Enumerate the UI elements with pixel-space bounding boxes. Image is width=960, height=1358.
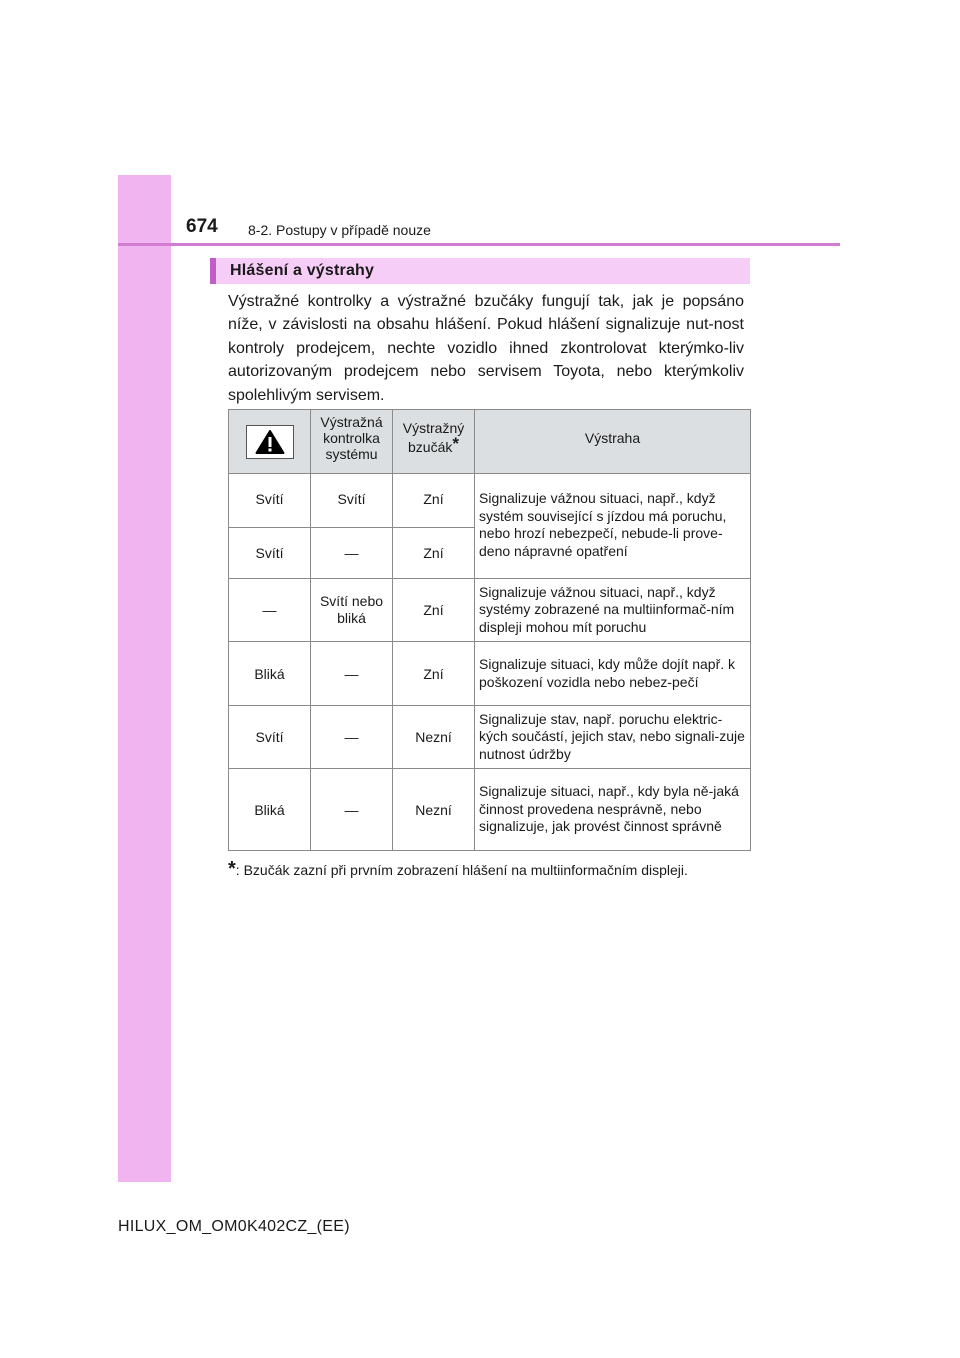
- cell-col1: Svítí: [229, 528, 311, 579]
- cell-col3: Zní: [393, 528, 475, 579]
- header-buzzer: [393, 410, 475, 474]
- cell-description: Signalizuje situaci, kdy může dojít např. k poškození vozidla nebo nebez-pečí: [475, 642, 751, 706]
- warning-triangle-icon: [246, 425, 294, 459]
- cell-col2: —: [311, 528, 393, 579]
- header-system-lamp: [311, 410, 393, 474]
- cell-col1: Bliká: [229, 769, 311, 851]
- cell-col2: —: [311, 706, 393, 769]
- intro-paragraph: Výstražné kontrolky a výstražné bzučáky fungují tak, jak je popsáno níže, v závislosti na obsahu hlášení. Pokud hlášení signalizuje nut-nost kontroly prodejcem, nechte vozidlo ihned zkontrolovat kterýmko-liv autorizovaným prodejcem nebo servisem Toyota, nebo kterýmkoliv spolehlivým servisem.: [228, 293, 744, 404]
- cell-col3: Zní: [393, 474, 475, 528]
- table-row: [229, 769, 751, 851]
- cell-description: Signalizuje situaci, např., kdy byla ně-jaká činnost provedena nesprávně, nebo signalizuje, jak provést činnost správně: [475, 769, 751, 851]
- page-number: 674: [186, 216, 218, 237]
- cell-col3: Zní: [393, 579, 475, 642]
- section-title: 8-2. Postupy v případě nouze: [248, 222, 431, 238]
- cell-description: Signalizuje vážnou situaci, např., když systém související s jízdou má poruchu, nebo hrozí nebezpečí, nebude-li prove-deno nápravné opatření: [475, 474, 751, 579]
- cell-col3: Zní: [393, 642, 475, 706]
- cell-col1: Svítí: [229, 706, 311, 769]
- cell-description: Signalizuje vážnou situaci, např., když systémy zobrazené na multiinformač-ním displeji mohou mít poruchu: [475, 579, 751, 642]
- table-row: [229, 642, 751, 706]
- document-id: HILUX_OM_OM0K402CZ_(EE): [118, 1218, 350, 1235]
- side-tab-band: [118, 175, 171, 1182]
- header-divider: [118, 243, 840, 246]
- header-warning: [475, 410, 751, 474]
- footnote-text: : Bzučák zazní při prvním zobrazení hlášení na multiinformačním displeji.: [235, 862, 688, 878]
- header-buzzer-text: Výstražný bzučák: [402, 420, 465, 455]
- footnote: [228, 858, 688, 881]
- cell-col2: —: [311, 769, 393, 851]
- section-heading: [210, 258, 750, 284]
- header-system-lamp-text: Výstražná kontrolka systému: [320, 414, 383, 462]
- section-heading-text: Hlášení a výstrahy: [230, 262, 375, 279]
- cell-col3: Nezní: [393, 769, 475, 851]
- warning-table: [228, 409, 751, 851]
- table-row: [229, 706, 751, 769]
- header-warning-text: Výstraha: [584, 430, 641, 446]
- cell-col1: Svítí: [229, 474, 311, 528]
- cell-col1: —: [229, 579, 311, 642]
- cell-col3: Nezní: [393, 706, 475, 769]
- footnote-mark: *: [452, 434, 459, 453]
- cell-col2: Svítí: [311, 474, 393, 528]
- icon-header: [229, 410, 311, 474]
- table-row: [229, 579, 751, 642]
- cell-col1: Bliká: [229, 642, 311, 706]
- table-header-row: [229, 410, 751, 474]
- footnote-star: *: [228, 858, 236, 880]
- cell-col2: —: [311, 642, 393, 706]
- cell-description: Signalizuje stav, např. poruchu elektric-kých součástí, jejich stav, nebo signali-zuje nutnost údržby: [475, 706, 751, 769]
- cell-col2: Svítí nebo bliká: [311, 579, 393, 642]
- table-row: [229, 474, 751, 528]
